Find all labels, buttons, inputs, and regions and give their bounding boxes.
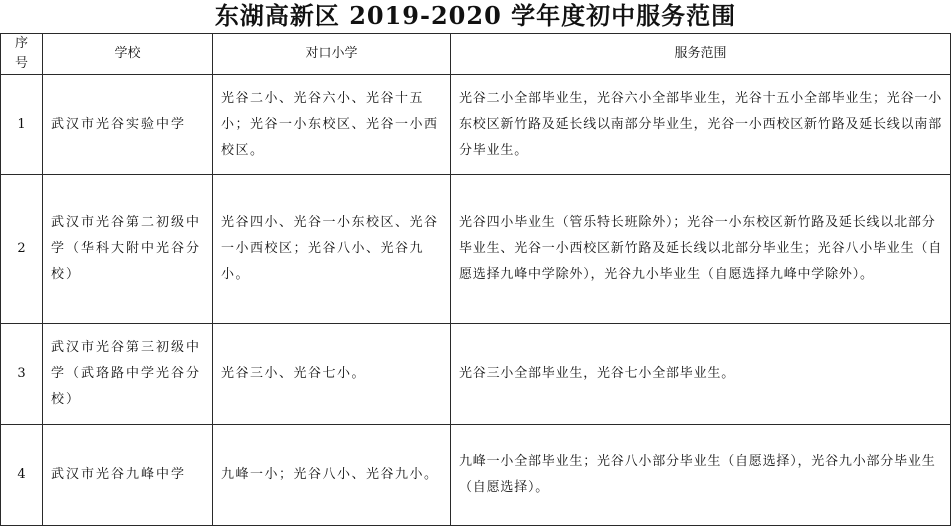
header-school: 学校 xyxy=(43,34,213,75)
row-school: 武汉市光谷实验中学 xyxy=(43,75,213,175)
table-row xyxy=(1,425,951,526)
row-service-scope: 光谷三小全部毕业生，光谷七小全部毕业生。 xyxy=(451,324,951,425)
page-title: 东湖高新区 2019-2020 学年度初中服务范围 xyxy=(214,1,737,30)
row-feeder-schools: 光谷四小、光谷一小东校区、光谷一小西校区；光谷八小、光谷九小。 xyxy=(213,175,451,324)
row-service-scope: 九峰一小全部毕业生；光谷八小部分毕业生（自愿选择），光谷九小部分毕业生（自愿选择）。 xyxy=(451,425,951,526)
table-row xyxy=(1,324,951,425)
row-school: 武汉市光谷第三初级中学（武珞路中学光谷分校） xyxy=(43,324,213,425)
table-header-row xyxy=(1,34,951,75)
row-school: 武汉市光谷九峰中学 xyxy=(43,425,213,526)
row-service-scope: 光谷二小全部毕业生，光谷六小全部毕业生，光谷十五小全部毕业生；光谷一小东校区新竹路及延长线以南部分毕业生，光谷一小西校区新竹路及延长线以南部分毕业生。 xyxy=(451,75,951,175)
row-school: 武汉市光谷第二初级中学（华科大附中光谷分校） xyxy=(43,175,213,324)
row-no: 2 xyxy=(1,175,43,324)
header-no: 序号 xyxy=(1,34,43,75)
service-scope-table xyxy=(0,33,951,526)
row-feeder-schools: 光谷二小、光谷六小、光谷十五小；光谷一小东校区、光谷一小西校区。 xyxy=(213,75,451,175)
row-service-scope: 光谷四小毕业生（管乐特长班除外）；光谷一小东校区新竹路及延长线以北部分毕业生、光谷一小西校区新竹路及延长线以北部分毕业生；光谷八小毕业生（自愿选择九峰中学除外），光谷九小毕业生（自愿选择九峰中学除外）。 xyxy=(451,175,951,324)
header-scope: 服务范围 xyxy=(451,34,951,75)
row-no: 1 xyxy=(1,75,43,175)
table-row xyxy=(1,175,951,324)
header-feeder: 对口小学 xyxy=(213,34,451,75)
row-feeder-schools: 光谷三小、光谷七小。 xyxy=(213,324,451,425)
table-row xyxy=(1,75,951,175)
row-no: 4 xyxy=(1,425,43,526)
row-no: 3 xyxy=(1,324,43,425)
row-feeder-schools: 九峰一小；光谷八小、光谷九小。 xyxy=(213,425,451,526)
